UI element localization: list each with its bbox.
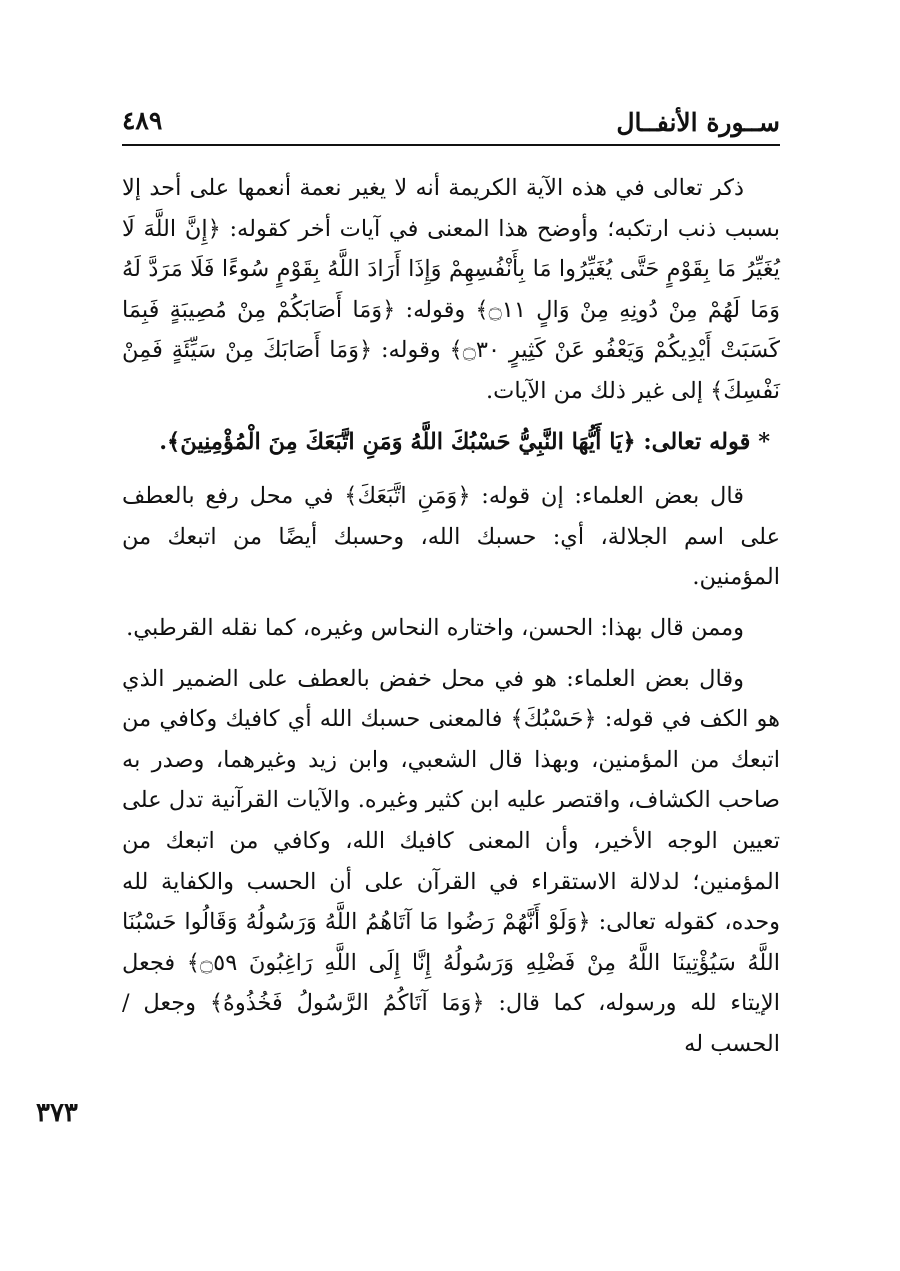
surah-title: ســورة الأنفــال: [616, 108, 780, 137]
paragraph-intro: ذكر تعالى في هذه الآية الكريمة أنه لا يغير نعمة أنعمها على أحد إلا بسبب ذنب ارتكبه؛ وأوضح هذا المعنى في آيات أخر كقوله: ﴿إِنَّ اللَّهَ لَا يُغَيِّرُ مَا بِقَوْمٍ حَتَّى يُغَيِّرُوا مَا بِأَنْفُسِهِمْ وَإِذَا أَرَادَ اللَّهُ بِقَوْمٍ سُوءًا فَلَا مَرَدَّ لَهُ وَمَا لَهُمْ مِنْ دُونِهِ مِنْ وَالٍ ۝١١﴾ وقوله: ﴿وَمَا أَصَابَكُمْ مِنْ مُصِيبَةٍ فَبِمَا كَسَبَتْ أَيْدِيكُمْ وَيَعْفُو عَنْ كَثِيرٍ ۝٣٠﴾ وقوله: ﴿وَمَا أَصَابَكَ مِنْ سَيِّئَةٍ فَمِنْ نَفْسِكَ﴾ إلى غير ذلك من الآيات.: [122, 175, 780, 404]
paragraph-supporters: وممن قال بهذا: الحسن، واختاره النحاس وغيره، كما نقله القرطبي.: [126, 614, 744, 641]
page-body: [122, 168, 780, 1074]
verse-heading: * قوله تعالى: ﴿يَا أَيُّهَا النَّبِيُّ حَسْبُكَ اللَّهُ وَمَنِ اتَّبَعَكَ مِنَ الْمُؤْمِنِينَ﴾.: [159, 428, 770, 455]
page-number: ٤٨٩: [122, 106, 163, 135]
paragraph-opinion-two: وقال بعض العلماء: هو في محل خفض بالعطف على الضمير الذي هو الكف في قوله: ﴿حَسْبُكَ﴾ فالمعنى حسبك الله أي كافيك وكافي من اتبعك من المؤمنين، وبهذا قال الشعبي، وابن زيد وغيرهما، وصدر به صاحب الكشاف، واقتصر عليه ابن كثير وغيره. والآيات القرآنية تدل على تعيين الوجه الأخير، وأن المعنى كافيك الله، وكافي من اتبعك من المؤمنين؛ لدلالة الاستقراء في القرآن على أن الحسب والكفاية لله وحده، كقوله تعالى: ﴿وَلَوْ أَنَّهُمْ رَضُوا مَا آتَاهُمُ اللَّهُ وَرَسُولُهُ وَقَالُوا حَسْبُنَا اللَّهُ سَيُؤْتِينَا اللَّهُ مِنْ فَضْلِهِ وَرَسُولُهُ إِنَّا إِلَى اللَّهِ رَاغِبُونَ ۝٥٩﴾ فجعل الإيتاء لله ورسوله، كما قال: ﴿وَمَا آتَاكُمُ الرَّسُولُ فَخُذُوهُ﴾ وجعل / الحسب له: [122, 665, 780, 1057]
original-page-number: ٣٧٣: [36, 1098, 78, 1128]
paragraph-opinion-one: قال بعض العلماء: إن قوله: ﴿وَمَنِ اتَّبَعَكَ﴾ في محل رفع بالعطف على اسم الجلالة، أي: حسبك الله، وحسبك أيضًا من اتبعك من المؤمنين.: [122, 483, 780, 591]
page-header: [122, 100, 780, 146]
